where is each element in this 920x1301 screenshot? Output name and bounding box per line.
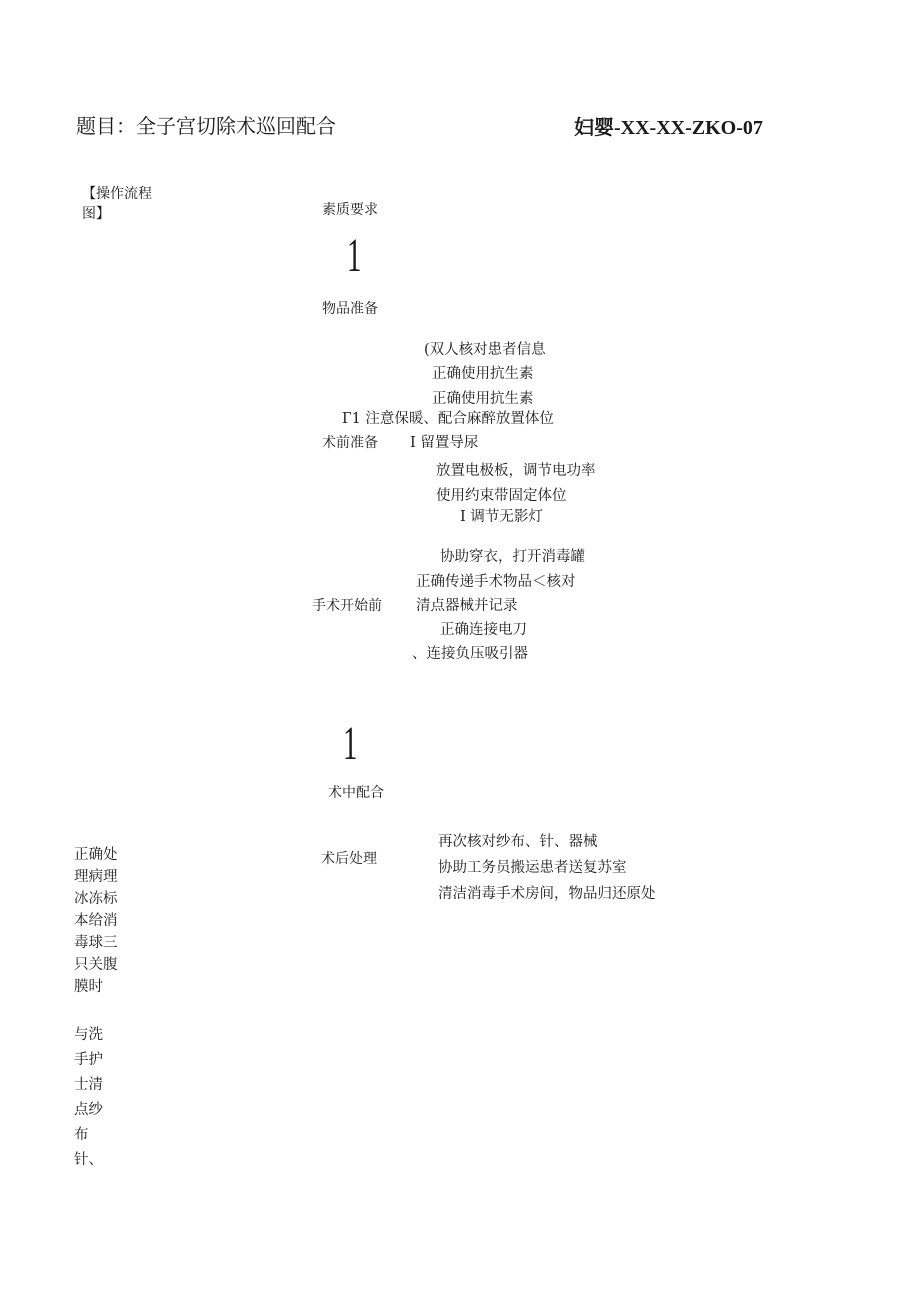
preop-line-5: I 留置导尿 — [410, 435, 479, 451]
before-start-line-1: 协助穿衣，打开消毒罐 — [440, 549, 585, 565]
before-start-line-5: 、连接负压吸引器 — [412, 646, 528, 662]
step-postop: 术后处理 — [321, 851, 377, 867]
postop-line-3: 清洁消毒手术房间，物品归还原处 — [438, 886, 656, 902]
left-note-13: 针、 — [74, 1152, 103, 1168]
step-quality: 素质要求 — [322, 202, 378, 218]
left-note-7: 膜时 — [74, 979, 103, 995]
left-note-10: 士清 — [74, 1077, 103, 1093]
left-note-2: 理病理 — [74, 869, 118, 885]
left-note-5: 毒球三 — [74, 935, 118, 951]
step-items-prep: 物品准备 — [322, 301, 378, 317]
before-start-line-4: 正确连接电刀 — [440, 622, 527, 638]
step-intraop: 术中配合 — [328, 785, 384, 801]
left-note-11: 点纱 — [74, 1102, 103, 1118]
left-note-12: 布 — [74, 1127, 89, 1143]
preop-line-3: 正确使用抗生素 — [432, 391, 534, 407]
before-start-line-3: 清点器械并记录 — [416, 598, 518, 614]
preop-line-8: I 调节无影灯 — [460, 509, 543, 525]
left-note-8: 与洗 — [74, 1027, 103, 1043]
postop-line-2: 协助工务员搬运患者送复苏室 — [438, 860, 627, 876]
postop-line-1: 再次核对纱布、针、器械 — [438, 834, 598, 850]
left-note-1: 正确处 — [74, 847, 118, 863]
preop-line-4: Г1 注意保暖、配合麻醉放置体位 — [342, 411, 554, 427]
left-note-9: 手护 — [74, 1052, 103, 1068]
document-code: 妇婴-XX-XX-ZKO-07 — [574, 117, 763, 139]
step-preop: 术前准备 — [322, 435, 378, 451]
before-start-line-2: 正确传递手术物品＜核对 — [416, 574, 576, 590]
preop-line-1: (双人核对患者信息 — [424, 342, 546, 358]
flow-label-line2: 图】 — [82, 206, 110, 222]
left-note-6: 只关腹 — [74, 957, 118, 973]
page-title: 题目：全子宫切除术巡回配合 — [76, 114, 336, 138]
preop-line-6: 放置电极板，调节电功率 — [436, 463, 596, 479]
left-note-3: 冰冻标 — [74, 891, 118, 907]
left-note-4: 本给消 — [74, 913, 118, 929]
flow-arrow-2: 1 — [343, 717, 358, 770]
flow-label-line1: 【操作流程 — [82, 186, 152, 202]
flow-arrow-1: 1 — [347, 229, 362, 282]
preop-line-2: 正确使用抗生素 — [432, 366, 534, 382]
preop-line-7: 使用约束带固定体位 — [436, 488, 567, 504]
step-before-start: 手术开始前 — [312, 598, 382, 614]
